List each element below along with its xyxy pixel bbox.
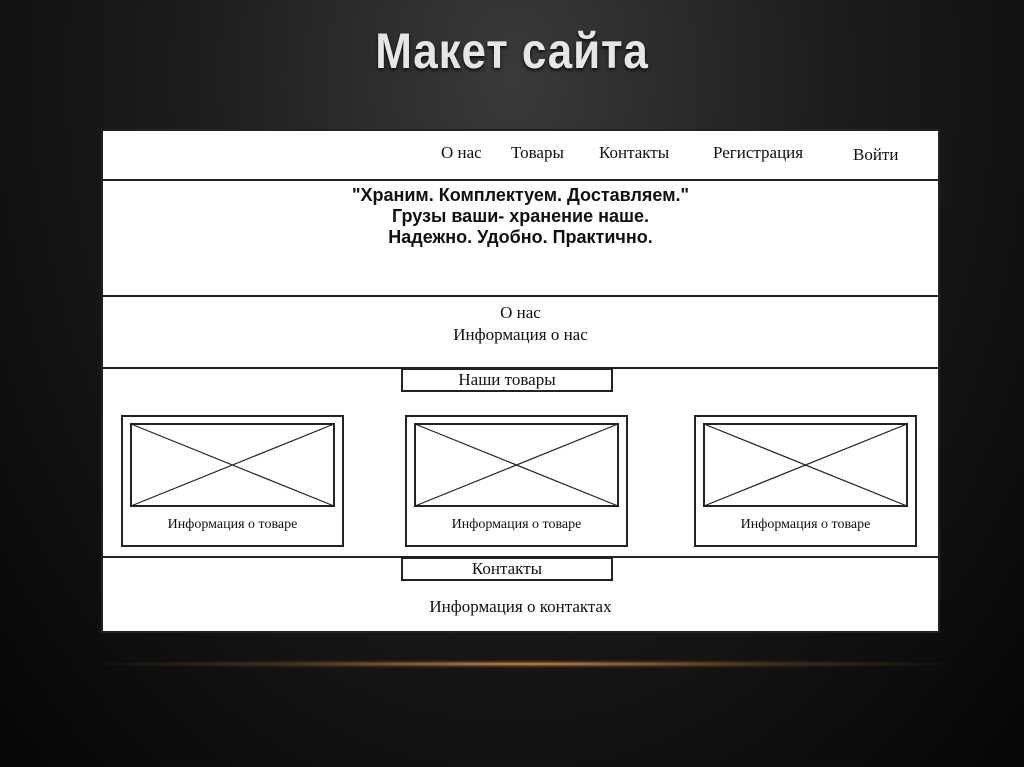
product-info: Информация о товаре <box>167 517 298 532</box>
nav-item-products[interactable]: Товары <box>511 143 564 162</box>
slogan-line: "Храним. Комплектуем. Доставляем." <box>351 185 690 205</box>
product-card[interactable] <box>405 415 628 547</box>
slogan-line: Грузы ваши- хранение наше. <box>391 206 650 226</box>
image-placeholder-icon <box>414 423 619 507</box>
banner-slogan <box>103 185 938 248</box>
about-title: О нас <box>500 303 541 322</box>
product-card[interactable] <box>121 415 344 547</box>
glow-line <box>100 660 950 668</box>
product-info: Информация о товаре <box>451 517 582 532</box>
website-mockup <box>101 129 940 633</box>
contacts-text: Информация о контактах <box>429 597 612 616</box>
nav-bar <box>103 131 938 179</box>
products-title-box: Наши товары <box>401 368 613 392</box>
divider <box>103 179 938 181</box>
slogan-line: Надежно. Удобно. Практично. <box>388 227 653 247</box>
nav-item-login[interactable]: Войти <box>853 145 899 164</box>
nav-item-about[interactable]: О нас <box>441 143 482 162</box>
divider <box>103 295 938 297</box>
slide-title: Макет сайта <box>375 23 649 79</box>
nav-item-register[interactable]: Регистрация <box>713 143 804 162</box>
product-info: Информация о товаре <box>740 517 871 532</box>
contacts-title-box: Контакты <box>401 557 613 581</box>
image-placeholder-icon <box>703 423 908 507</box>
nav-item-contacts[interactable]: Контакты <box>599 143 670 162</box>
about-text: Информация о нас <box>453 325 588 344</box>
product-card[interactable] <box>694 415 917 547</box>
image-placeholder-icon <box>130 423 335 507</box>
